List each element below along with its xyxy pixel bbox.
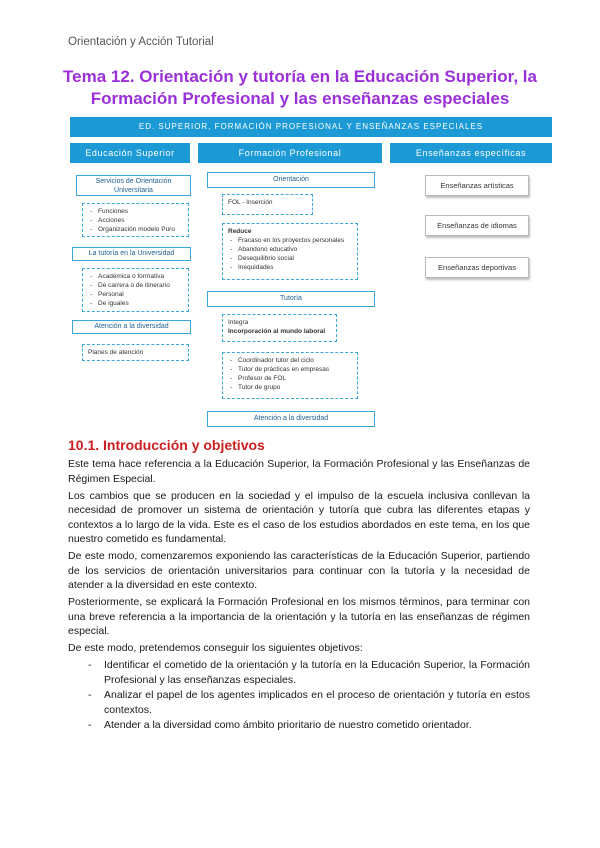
role-item: - Tutor de grupo [238,383,352,392]
integra-text: Incorporación al mundo laboral [228,328,326,335]
reduce-box [222,223,358,280]
tutoria-type-item: - Personal [98,290,183,299]
paragraph: De este modo, comenzaremos exponiendo las características de la Educación Superior, partiendo de los servicios de orientación universitarios para continuar con la tutoría y la necesidad de atender a la diversidad en este contexto. [68,550,530,591]
tutoria-fp-box [207,291,375,307]
section-heading: 10.1. Introducción y objetivos [68,437,265,453]
role-item: - Profesor de FOL [238,374,352,383]
diversidad-superior-box [72,320,191,334]
reduce-label: Reduce [228,228,252,235]
tutoria-type-item: - De iguales [98,299,183,308]
tutoria-type-item: - De carrera o de itinerario [98,281,183,290]
tutoria-types-box [82,268,189,312]
services-item: - Organización modelo Puro [98,225,183,234]
tutoria-type-item: - Académica o formativa [98,272,183,281]
column-heading-especiales: Enseñanzas específicas [390,143,552,163]
services-item: - Funciones [98,207,183,216]
tutoria-fp-title: Tutoría [280,295,302,302]
ensenanzas-deportivas-box [425,257,529,278]
objective-item: - Identificar el cometido de la orientación y la tutoría en la Educación Superior, la Formación Profesional y las enseñanzas especiales. [68,658,530,687]
tutoria-universidad-box [72,247,191,261]
services-item: - Acciones [98,216,183,225]
diversidad-fp-title: Atención a la diversidad [253,415,329,422]
roles-box [222,352,358,399]
diversidad-fp-box [207,411,375,427]
objective-item: - Analizar el papel de los agentes implicados en el proceso de orientación y tutoría en estos contextos. [68,688,530,717]
fol-item: FOL - Inserción [228,199,273,206]
reduce-item: - Fracaso en los proyectos personales [238,236,352,245]
paragraph: De este modo, pretendemos conseguir los siguientes objetivos: [68,642,363,654]
paragraph: Este tema hace referencia a la Educación Superior, la Formación Profesional y las Enseñanzas de Régimen Especial. [68,458,530,485]
ensenanzas-idiomas-box [425,215,529,236]
orientacion-fp-title: Orientación [273,176,309,183]
integra-label: Integra [228,319,249,326]
orientacion-fp-box [207,172,375,188]
role-item: - Coordinador tutor del ciclo [238,356,352,365]
ensenanzas-deportivas: Enseñanzas deportivas [438,263,516,272]
section-body [68,457,530,734]
reduce-item: - Abandono educativo [238,245,352,254]
title-line-2: Formación Profesional y las enseñanzas especiales [90,89,510,108]
planes-note: Planes de atención [88,349,144,356]
fol-box [222,194,313,215]
paragraph: Los cambios que se producen en la sociedad y el impulso de la escuela inclusiva conllevan la necesidad de promover un sistema de orientación y tutoría que cubra las diferentes etapas y contextos a lo largo de la vida. Este es el caso de los estudios abordados en este tema, en los que nuestro cometido es fundamental. [68,489,530,545]
running-header: Orientación y Acción Tutorial [68,36,214,48]
column-heading-fp: Formación Profesional [198,143,382,163]
reduce-item: - Desequilibrio social [238,254,352,263]
diagram-banner: ED. SUPERIOR, FORMACIÓN PROFESIONAL Y ENSEÑANZAS ESPECIALES [70,117,552,137]
planes-box [82,344,189,361]
services-list-box [82,203,189,237]
role-item: - Tutor de prácticas en empresas [238,365,352,374]
paragraph: Posteriormente, se explicará la Formación Profesional en los mismos términos, para terminar con una breve referencia a la importancia de la orientación y la tutoría en las enseñanzas de régimen especial. [68,596,530,637]
title-line-1: Tema 12. Orientación y tutoría en la Educación Superior, la [63,67,537,86]
services-title-box [76,175,191,196]
reduce-item: - Inequidades [238,263,352,272]
diversidad-superior-title: Atención a la diversidad [94,323,169,330]
services-title: Servicios de Orientación Universitaria [95,178,172,194]
integra-box [222,314,337,342]
objectives-list [68,658,530,733]
ensenanzas-artisticas: Enseñanzas artísticas [440,181,514,190]
ensenanzas-idiomas: Enseñanzas de idiomas [437,221,517,230]
objective-item: - Atender a la diversidad como ámbito prioritario de nuestro cometido orientador. [68,718,530,733]
tutoria-universidad-title: La tutoría en la Universidad [88,250,175,257]
column-heading-superior: Educación Superior [70,143,190,163]
ensenanzas-artisticas-box [425,175,529,196]
